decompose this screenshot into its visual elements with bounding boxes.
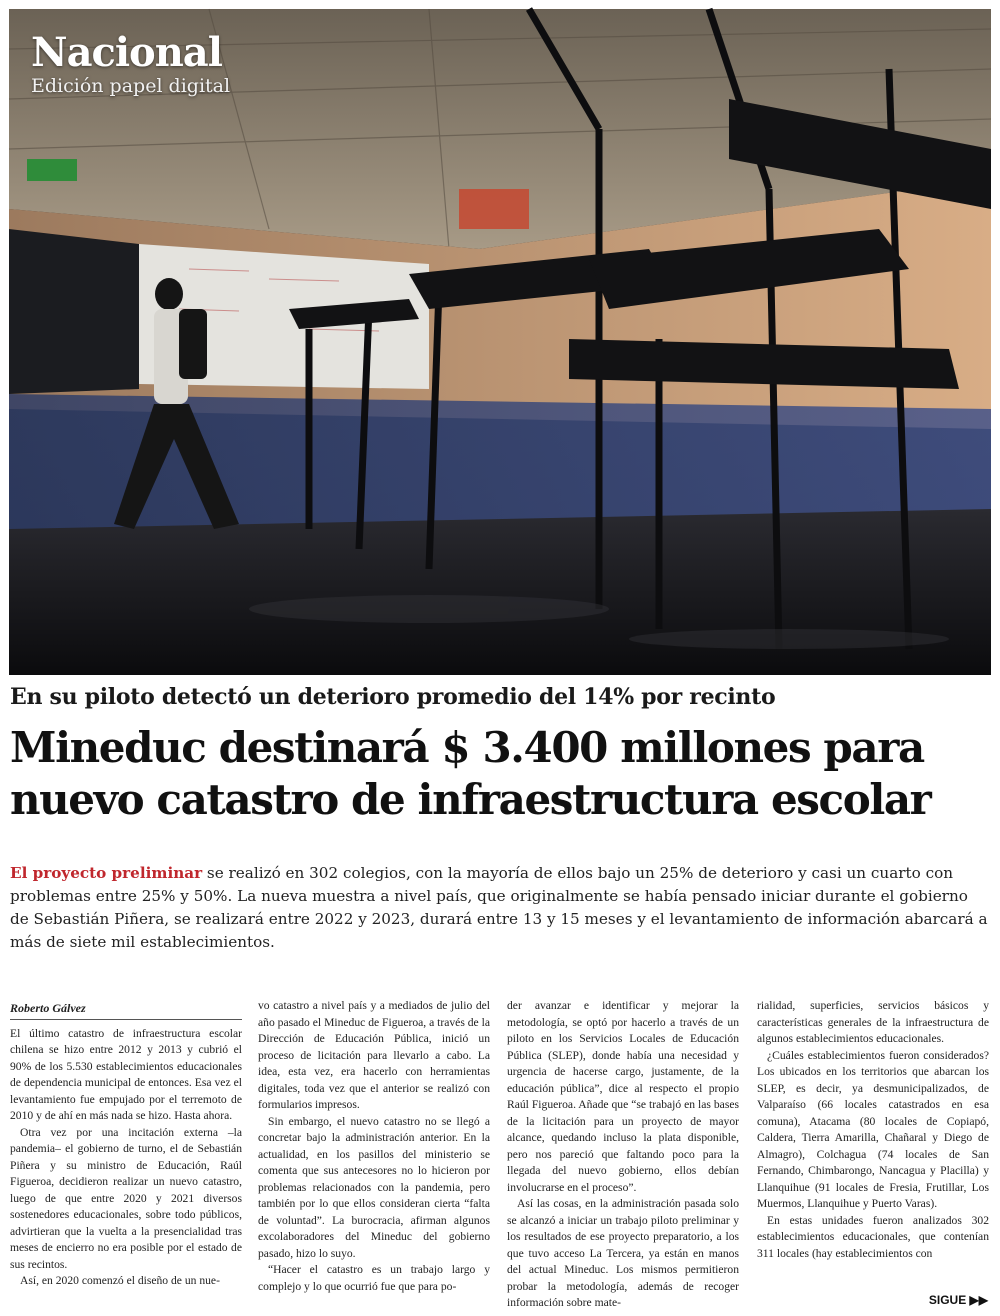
lead-highlight: El proyecto preliminar bbox=[10, 864, 203, 882]
byline: Roberto Gálvez bbox=[10, 1000, 242, 1020]
paragraph: Otra vez por una incitación externa –la pandemia– el gobierno de turno, el de Sebastián Piñera y su ministro de Educación, Raúl Figueroa, decidieron realizar un nuevo catastro, luego de que entre 2020 y 2021 diversos sostenedores educacionales, sobre todo públicos, advirtieran que la vuelta a la presencialidad tras meses de encierro no era posible por el estado de sus recintos. bbox=[10, 1125, 242, 1271]
section-name: Nacional bbox=[31, 29, 222, 76]
paragraph: “Hacer el catastro es un trabajo largo y complejo y lo que ocurrió fue que para po- bbox=[258, 1263, 490, 1293]
paragraph: vo catastro a nivel país y a mediados de julio del año pasado el Mineduc de Figueroa, a través de la Dirección de Educación Pública, inició un proceso de licitación para llevarlo a cabo. La idea, esta vez, era hacerlo con herramientas digitales, toda vez que el anterior se realizó con formularios impresos. bbox=[258, 999, 490, 1111]
continue-link[interactable]: SIGUE ▶▶ bbox=[928, 1293, 988, 1307]
classroom-illustration bbox=[9, 9, 991, 675]
body-column-1 bbox=[10, 998, 242, 1298]
paragraph: der avanzar e identificar y mejorar la metodología, se optó por hacerlo a través de un piloto en los Servicios Locales de Educación Pública (SLEP), donde había una necesidad y urgencia de hacerse cargo, justamente, de la educación pública”, dice al respecto el propio Raúl Figueroa. Añade que “se trabajó en las bases de la licitación para un proyecto de mayor alcance, quedando incluso la plata disponible, pero nos pareció que faltando poco para la llegada del nuevo gobierno, ellos debían involucrarse en el proceso”. bbox=[507, 999, 739, 1194]
paragraph: rialidad, superficies, servicios básicos y características generales de la infraestructura de algunos establecimientos educacionales. bbox=[757, 999, 989, 1045]
paragraph: El último catastro de infraestructura escolar chilena se hizo entre 2012 y 2013 y cubrió el 90% de los 5.530 establecimientos educacionales de dependencia municipal de entonces. Esa vez el levantamiento fue empujado por el terremoto de 2010 y de ahí en más nada se hizo. Hasta ahora. bbox=[10, 1026, 242, 1122]
article-kicker: En su piloto detectó un deterioro promedio del 14% por recinto bbox=[10, 684, 776, 710]
body-column-2 bbox=[258, 998, 490, 1298]
article-headline: Mineduc destinará $ 3.400 millones para nuevo catastro de infraestructura escolar bbox=[10, 723, 931, 824]
paragraph: ¿Cuáles establecimientos fueron considerados? Los ubicados en los territorios que abarcan los SLEP, es decir, ya desmunicipalizados, de Valparaíso (66 locales catastrados en esa comuna), Atacama (80 locales de Copiapó, Caldera, Tierra Amarilla, Chañaral y Diego de Almagro), Colchagua (74 locales de San Fernando, Chimbarongo, Nancagua y Placilla) y Llanquihue (91 locales de Fresia, Frutillar, Los Muermos, Llanquihue y Puerto Varas). bbox=[757, 1048, 989, 1210]
section-subtitle: Edición papel digital bbox=[31, 75, 231, 97]
paragraph: Sin embargo, el nuevo catastro no se llegó a concretar bajo la administración anterior. En la actualidad, en los pasillos del ministerio se comenta que sus antecesores no lo hicieron por problemas relacionados con la pandemia, pero también por lo que ellos consideran cierta “falta de voluntad”. La burocracia, afirman algunos excolaboradores del Mineduc del gobierno pasado, hizo lo suyo. bbox=[258, 1114, 490, 1260]
paragraph: Así, en 2020 comenzó el diseño de un nue- bbox=[20, 1274, 220, 1287]
paragraph: En estas unidades fueron analizados 302 establecimientos educacionales, que contenían 311 locales (hay establecimientos con bbox=[757, 1213, 989, 1260]
paragraph: Así las cosas, en la administración pasada solo se alcanzó a iniciar un trabajo piloto preliminar y los resultados de ese proyecto preparatorio, a los que tuvo acceso La Tercera, ya están en manos del actual Mineduc. Los mismos permitieron probar la metodología, además de recoger información sobre mate- bbox=[507, 1197, 739, 1309]
lead-text: se realizó en 302 colegios, con la mayoría de ellos bajo un 25% de deterioro y casi un cuarto con problemas entre 25% y 50%. La nueva muestra a nivel país, que originalmente se había pensado iniciar durante el gobierno de Sebastián Piñera, se realizará entre 2022 y 2023, durará entre 13 y 15 meses y el levantamiento de información abarcará a más de siete mil establecimientos. bbox=[10, 864, 988, 951]
body-column-4 bbox=[757, 998, 989, 1298]
classroom-photo bbox=[9, 9, 991, 675]
article-lead bbox=[10, 862, 990, 954]
body-column-3 bbox=[507, 998, 739, 1309]
